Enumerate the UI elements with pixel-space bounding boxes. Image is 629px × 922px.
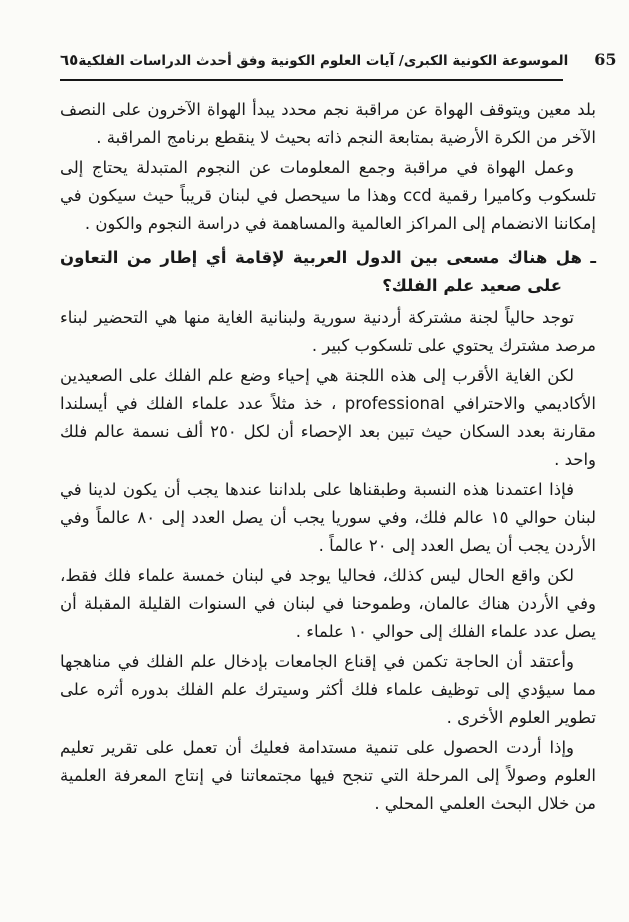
body-paragraph: وعمل الهواة في مراقبة وجمع المعلومات عن النجوم المتبدلة يحتاج إلى تلسكوب وكاميرا رقمية ccd وهذا ما سيحصل في لبنان قريباً حيث سيكون في إمكاننا الانضمام إلى المراكز العالمية والمساهمة في دراسة النجوم والكون .: [60, 158, 596, 233]
page-header: [60, 50, 617, 69]
page-body: [60, 96, 596, 820]
body-paragraph: فإذا اعتمدنا هذه النسبة وطبقناها على بلداننا عندها يجب أن يكون لدينا في لبنان حوالي ١٥ عالم فلك، وفي سوريا يجب أن يصل العدد إلى ٨٠ عالماً وفي الأردن يجب أن يصل العدد إلى ٢٠ عالماً .: [60, 480, 596, 555]
running-title: الموسوعة الكونية الكبرى/ آيات العلوم الكونية وفق أحدث الدراسات الفلكية: [78, 53, 569, 69]
body-paragraph: لكن الغاية الأقرب إلى هذه اللجنة هي إحياء وضع علم الفلك على الصعيدين الأكاديمي والاحترافي professional ، خذ مثلاً عدد علماء الفلك في أيسلندا مقارنة بعدد السكان حيث تبين بعد الإحصاء أن لكل ٢٥٠ ألف نسمة عالم فلك واحد .: [60, 366, 596, 469]
question-heading: ـ هل هناك مسعى بين الدول العربية لإقامة أي إطار من التعاون على صعيد علم الفلك؟: [60, 248, 596, 295]
body-paragraph: وإذا أردت الحصول على تنمية مستدامة فعليك أن تعمل على تقرير تعليم العلوم وصولاً إلى المرحلة التي تنجح فيها مجتمعاتنا في إنتاج المعرفة العلمية من خلال البحث العلمي المحلي .: [60, 738, 596, 813]
body-paragraph: توجد حالياً لجنة مشتركة أردنية سورية ولبنانية الغاية منها هي التحضير لبناء مرصد مشترك يحتوي على تلسكوب كبير .: [60, 308, 596, 355]
body-paragraph: لكن واقع الحال ليس كذلك، فحاليا يوجد في لبنان خمسة علماء فلك فقط، وفي الأردن هناك عالمان، وطموحنا في لبنان في السنوات القليلة المقبلة أن يصل عدد علماء الفلك إلى حوالي ١٠ علماء .: [60, 566, 596, 641]
body-paragraph-continuation: بلد معين ويتوقف الهواة عن مراقبة نجم محدد يبدأ الهواة الآخرون على النصف الآخر من الكرة الأرضية بمتابعة النجم ذاته بحيث لا ينقطع برنامج المراقبة .: [60, 100, 596, 147]
body-paragraph: وأعتقد أن الحاجة تكمن في إقناع الجامعات بإدخال علم الفلك في مناهجها مما سيؤدي إلى توظيف علماء فلك أكثر وسيترك علم الفلك بدوره أثره على تطوير العلوم الأخرى .: [60, 652, 596, 727]
page-number-latin: 65: [594, 50, 617, 69]
header-rule: [60, 79, 563, 81]
page-number-arabic: ٦٥: [60, 51, 79, 69]
